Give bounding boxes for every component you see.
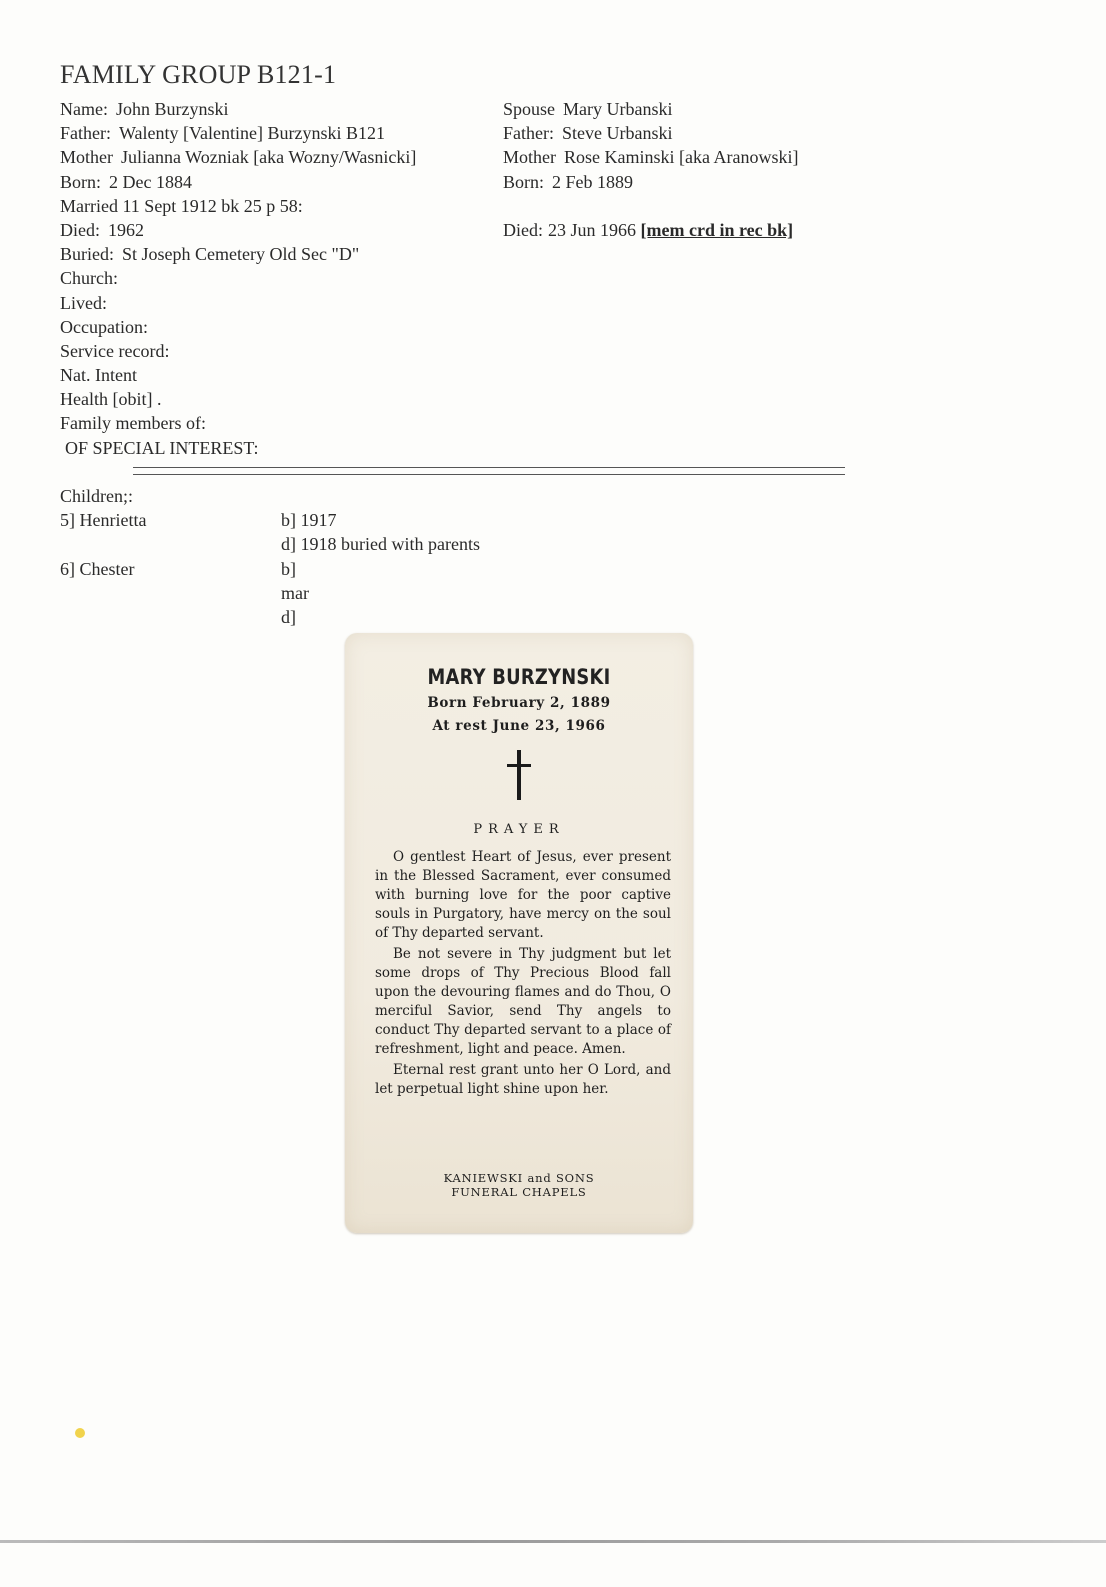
yellow-mark [75,1428,85,1438]
child-birth: b] [281,559,296,579]
born-label: Born: [60,171,102,192]
spouse-mother-row [503,145,903,169]
funeral-home [345,1171,693,1199]
prayer-paragraph: Eternal rest grant unto her O Lord, and let perpetual light shine upon her. [375,1062,671,1097]
buried-label: Buried: [60,244,114,265]
cross-icon [507,750,531,800]
section-separator [133,467,845,475]
husband-name-row [60,97,500,121]
husband-section [60,97,500,460]
spouse-died-row [503,218,903,242]
mother-label: Mother [503,147,556,168]
health-row: Health [obit] . [60,389,162,410]
husband-mother: Julianna Wozniak [aka Wozny/Wasnicki] [121,147,417,168]
page-title: FAMILY GROUP B121-1 [60,60,337,89]
husband-died-row [60,218,500,242]
lived-row: Lived: [60,292,107,313]
child-death: d] [281,607,296,627]
husband-father: Walenty [Valentine] Burzynski B121 [119,123,385,144]
service-record-row: Service record: [60,340,170,361]
prayer-heading: PRAYER [473,822,565,837]
died-label: Died: [503,219,543,240]
memorial-born: Born February 2, 1889 [427,695,611,711]
father-label: Father: [503,123,554,144]
spouse-mother: Rose Kaminski [aka Aranowski] [564,147,799,168]
prayer-paragraph: Be not severe in Thy judgment but let some drops of Thy Precious Blood fall upon the devouring flames and do Thou, O merciful Savior, send Thy angels to conduct Thy departed servant to a place of refreshment, light and peace. Amen. [375,946,671,1057]
prayer-text [375,848,671,1099]
children-heading: Children;: [60,486,133,506]
memorial-name: MARY BURZYNSKI [427,665,611,689]
born-label: Born: [503,171,545,192]
buried-value: St Joseph Cemetery Old Sec "D" [122,244,360,265]
child-name-chester: 6] Chester [60,559,135,579]
nat-intent-row: Nat. Intent [60,365,137,386]
spouse-born: 2 Feb 1889 [552,171,634,192]
spouse-name: Mary Urbanski [563,99,673,119]
church-row: Church: [60,268,118,289]
child-name-henrietta: 5] Henrietta [60,510,147,530]
funeral-home-name: KANIEWSKI and SONS [443,1171,595,1185]
funeral-home-chapels: FUNERAL CHAPELS [451,1185,587,1199]
special-interest-row: OF SPECIAL INTEREST: [65,437,259,458]
family-members-row: Family members of: [60,413,206,434]
spouse-died: 23 Jun 1966 [548,219,637,240]
memorial-card [345,633,693,1233]
spouse-section [503,97,903,242]
died-label: Died: [60,219,100,240]
child-birth: b] 1917 [281,510,337,530]
spouse-born-row [503,170,903,194]
prayer-paragraph: O gentlest Heart of Jesus, ever present in the Blessed Sacrament, ever consumed with burning love for the poor captive souls in Purgatory, have mercy on the soul of Thy departed servant. [375,849,671,941]
occupation-row: Occupation: [60,316,148,337]
spouse-name-row [503,97,903,121]
spouse-blank-row [503,194,903,218]
husband-mother-row [60,145,500,169]
child-death: d] 1918 buried with parents [281,534,480,554]
mother-label: Mother [60,147,113,168]
memorial-at-rest: At rest June 23, 1966 [432,718,606,734]
spouse-label: Spouse [503,99,556,119]
child-marriage: mar [281,583,309,603]
husband-name: John Burzynski [115,99,229,119]
spouse-father: Steve Urbanski [562,123,673,144]
married-row: Married 11 Sept 1912 bk 25 p 58: [60,195,303,216]
spouse-father-row [503,121,903,145]
husband-died: 1962 [108,219,144,240]
buried-row [60,242,500,266]
husband-born-row [60,170,500,194]
memorial-card-note: [mem crd in rec bk] [640,219,794,240]
name-label: Name: [60,99,108,119]
father-label: Father: [60,123,111,144]
husband-born: 2 Dec 1884 [109,171,192,192]
scan-edge-line [0,1540,1106,1543]
husband-father-row [60,121,500,145]
